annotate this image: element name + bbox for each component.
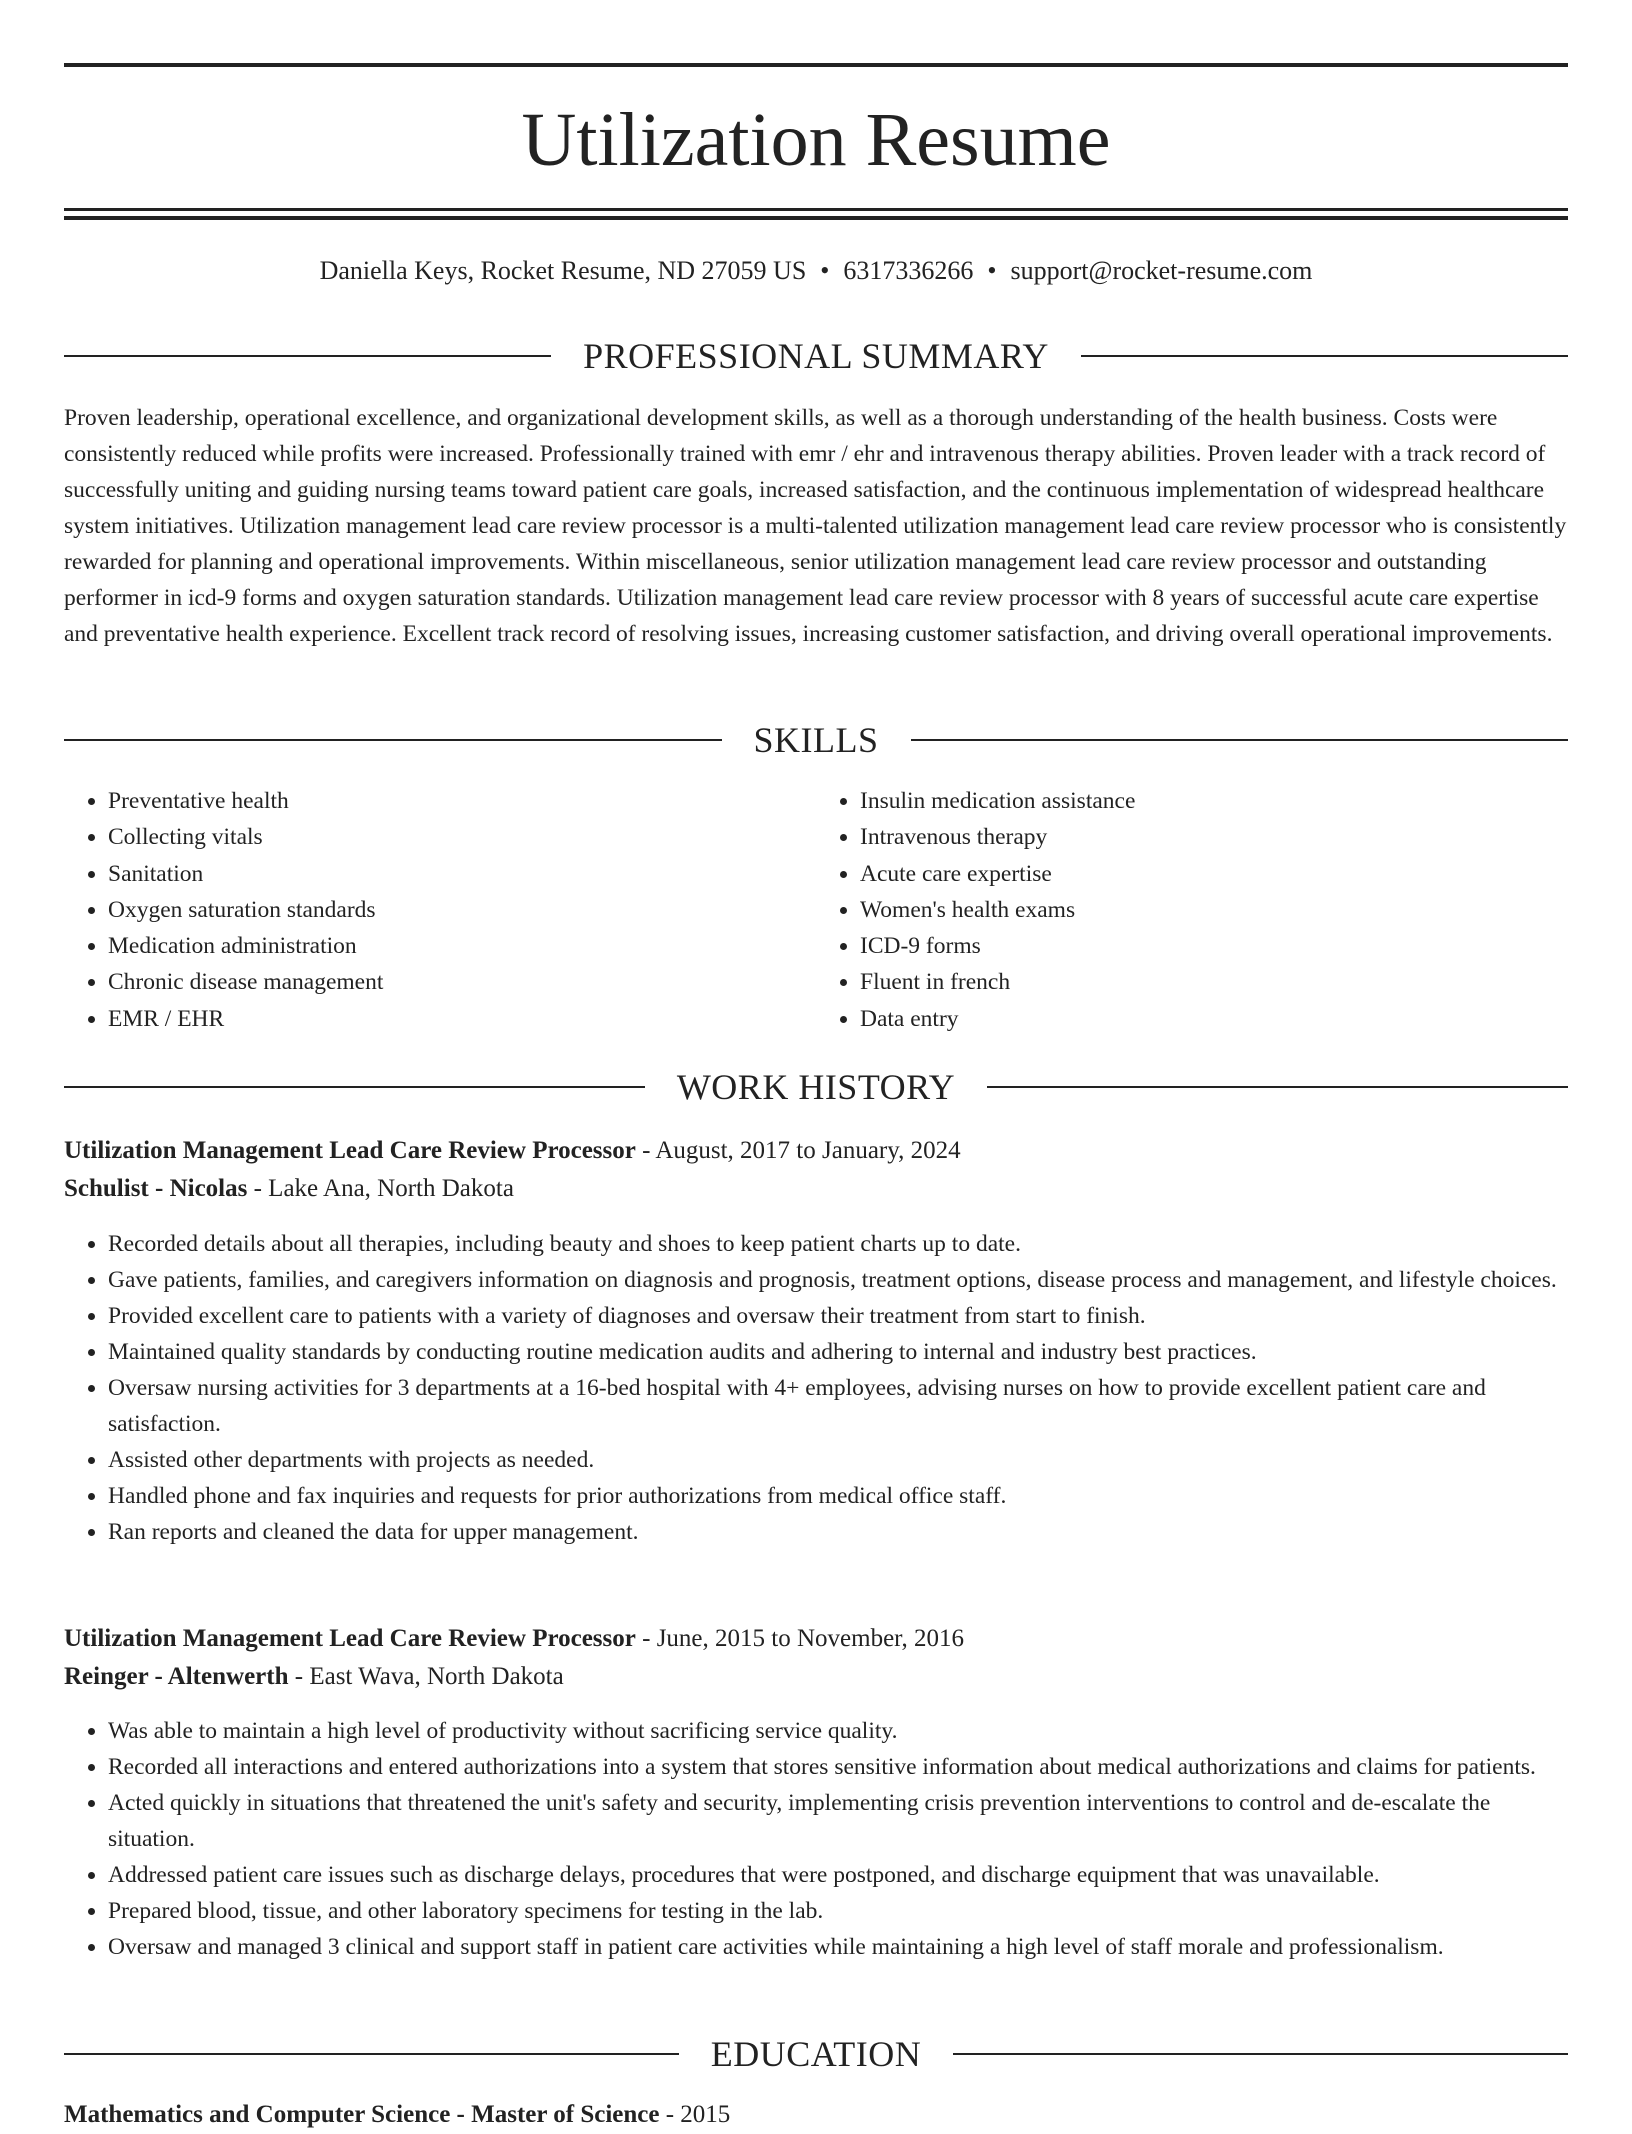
contact-phone: 6317336266	[843, 256, 974, 285]
job-location: - Lake Ana, North Dakota	[247, 1175, 514, 1202]
skill-item: • Preventative health	[108, 783, 816, 819]
skill-item: • Sanitation	[108, 856, 816, 892]
skills-heading-label: SKILLS	[753, 720, 879, 760]
contact-email: support@rocket-resume.com	[1010, 256, 1313, 285]
job-title: Utilization Management Lead Care Review Processor	[64, 1137, 636, 1164]
work-heading-label: WORK HISTORY	[676, 1067, 956, 1107]
job-bullet: • Acted quickly in situations that threatened the unit's safety and security, implementing crisis prevention interventions to control and de-escalate the situation.	[108, 1785, 1568, 1857]
skill-item: • Collecting vitals	[108, 819, 816, 855]
job-dates: - June, 2015 to November, 2016	[635, 1625, 964, 1652]
education-heading-label: EDUCATION	[710, 2034, 922, 2074]
page-title: Utilization Resume	[521, 98, 1111, 182]
job-bullet: • Provided excellent care to patients with a variety of diagnoses and oversaw their treatment from start to finish.	[108, 1298, 1568, 1334]
job-bullet: • Was able to maintain a high level of productivity without sacrificing service quality.	[108, 1713, 1568, 1749]
job-title-line	[64, 1620, 1568, 1658]
summary-heading-label: PROFESSIONAL SUMMARY	[583, 336, 1049, 376]
top-rule	[64, 63, 1568, 67]
contact-separator: •	[987, 256, 997, 285]
skill-item: • EMR / EHR	[108, 1001, 816, 1037]
heading-rule	[987, 1086, 1568, 1088]
skill-item: • Data entry	[860, 1001, 1568, 1037]
contact-separator: •	[820, 256, 830, 285]
summary-heading	[64, 334, 1568, 378]
job-company-line	[64, 1170, 1568, 1208]
job-location: - East Wava, North Dakota	[288, 1663, 564, 1690]
job-bullet: • Oversaw nursing activities for 3 departments at a 16-bed hospital with 4+ employees, advising nurses on how to provide excellent patient care and satisfaction.	[108, 1370, 1568, 1442]
skill-item: • Insulin medication assistance	[860, 783, 1568, 819]
skill-item: • Medication administration	[108, 928, 816, 964]
skill-item: • Women's health exams	[860, 892, 1568, 928]
title-rule-lower	[64, 216, 1568, 220]
work-heading	[64, 1065, 1568, 1109]
heading-rule	[64, 1086, 645, 1088]
skill-item: • Chronic disease management	[108, 964, 816, 1000]
job-bullet: • Prepared blood, tissue, and other laboratory specimens for testing in the lab.	[108, 1893, 1568, 1929]
skill-item: • Intravenous therapy	[860, 819, 1568, 855]
education-line	[64, 2096, 1568, 2134]
job-company-line	[64, 1658, 1568, 1696]
heading-rule	[1081, 355, 1568, 357]
skills-heading	[64, 718, 1568, 762]
skill-item: • Fluent in french	[860, 964, 1568, 1000]
job-bullet: • Assisted other departments with projects as needed.	[108, 1442, 1568, 1478]
summary-text: Proven leadership, operational excellence, and organizational development skills, as well as a thorough understanding of the health business. Costs were consistently reduced while profits were increased. Professionally trained with emr / ehr and intravenous therapy abilities. Proven leader with a track record of successfully uniting and guiding nursing teams toward patient care goals, increased satisfaction, and the continuous implementation of widespread healthcare system initiatives. Utilization management lead care review processor is a multi-talented utilization management lead care review processor who is consistently rewarded for planning and operational improvements. Within miscellaneous, senior utilization management lead care review processor and outstanding performer in icd-9 forms and oxygen saturation standards. Utilization management lead care review processor with 8 years of successful acute care expertise and preventative health experience. Excellent track record of resolving issues, increasing customer satisfaction, and driving overall operational improvements.	[64, 405, 1567, 647]
job-company: Schulist - Nicolas	[64, 1175, 248, 1202]
job-bullets	[64, 1226, 1568, 1550]
education-heading	[64, 2032, 1568, 2076]
job-bullet: • Oversaw and managed 3 clinical and support staff in patient care activities while maintaining a high level of staff morale and professionalism.	[108, 1929, 1568, 1965]
contact-line	[64, 254, 1568, 288]
job-bullet: • Ran reports and cleaned the data for upper management.	[108, 1514, 1568, 1550]
skill-item: • ICD-9 forms	[860, 928, 1568, 964]
education-year: - 2015	[659, 2101, 731, 2128]
skills-column-right	[816, 783, 1568, 1037]
job-title: Utilization Management Lead Care Review Processor	[64, 1625, 636, 1652]
heading-rule	[911, 739, 1569, 741]
job-bullet: • Recorded details about all therapies, including beauty and shoes to keep patient charts up to date.	[108, 1226, 1568, 1262]
job-bullet: • Handled phone and fax inquiries and requests for prior authorizations from medical office staff.	[108, 1478, 1568, 1514]
heading-rule	[64, 739, 722, 741]
job-dates: - August, 2017 to January, 2024	[635, 1137, 961, 1164]
job-bullet: • Recorded all interactions and entered authorizations into a system that stores sensitive information about medical authorizations and claims for patients.	[108, 1749, 1568, 1785]
job-bullet: • Maintained quality standards by conducting routine medication audits and adhering to internal and industry best practices.	[108, 1334, 1568, 1370]
title-rule-upper	[64, 208, 1568, 211]
skill-item: • Acute care expertise	[860, 856, 1568, 892]
skill-item: • Oxygen saturation standards	[108, 892, 816, 928]
job-bullet: • Addressed patient care issues such as discharge delays, procedures that were postponed, and discharge equipment that was unavailable.	[108, 1857, 1568, 1893]
job-title-line	[64, 1132, 1568, 1170]
heading-rule	[64, 355, 551, 357]
job-company: Reinger - Altenwerth	[64, 1663, 289, 1690]
contact-address: Daniella Keys, Rocket Resume, ND 27059 US	[319, 256, 807, 285]
heading-rule	[953, 2053, 1568, 2055]
heading-rule	[64, 2053, 679, 2055]
skills-column-left	[64, 783, 816, 1037]
job-bullet: • Gave patients, families, and caregivers information on diagnosis and prognosis, treatment options, disease process and management, and lifestyle choices.	[108, 1262, 1568, 1298]
education-degree: Mathematics and Computer Science - Master of Science	[64, 2101, 660, 2128]
job-bullets	[64, 1713, 1568, 1965]
skills-list	[64, 783, 1568, 1037]
